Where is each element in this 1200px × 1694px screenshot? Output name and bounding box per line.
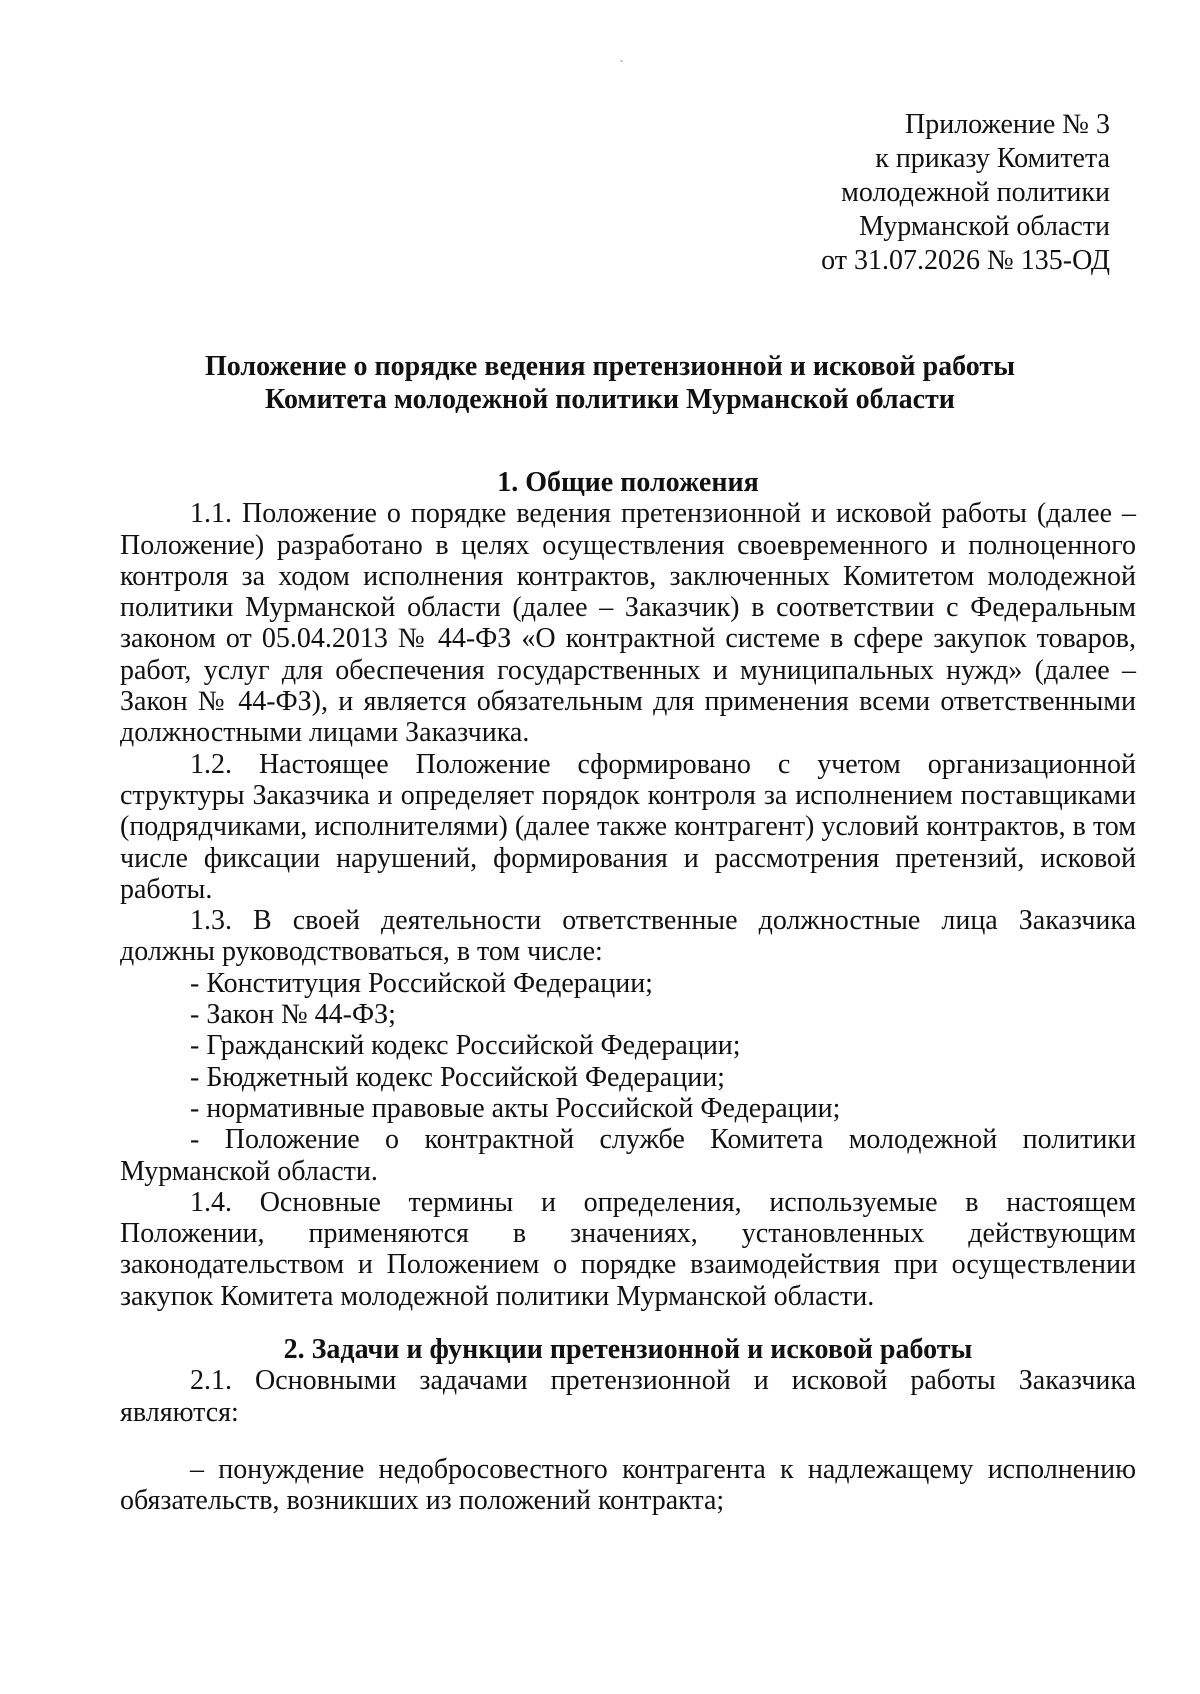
document-body [120, 467, 1136, 1517]
list-item: - Закон № 44-ФЗ; [190, 999, 396, 1031]
title-line-1: Положение о порядке ведения претензионной и исковой работы [204, 351, 1016, 382]
appendix-block [821, 108, 1110, 278]
list-item: - Гражданский кодекс Российской Федерации; [190, 1030, 741, 1062]
list-item-last: - Положение о контрактной службе Комитета молодежной политики Мурманской области. [120, 1124, 1136, 1187]
appendix-committee: молодежной политики [841, 177, 1110, 208]
appendix-region: Мурманской области [859, 211, 1110, 242]
list-item: - Бюджетный кодекс Российской Федерации; [190, 1061, 725, 1093]
paragraph-2-1: 2.1. Основными задачами претензионной и исковой работы Заказчика являются: [120, 1365, 1136, 1428]
appendix-order-ref: к приказу Комитета [875, 143, 1110, 174]
scan-speck [620, 60, 623, 62]
list-item: - нормативные правовые акты Российской Федерации; [190, 1092, 841, 1124]
paragraph-1-2: 1.2. Настоящее Положение сформировано с учетом организационной структуры Заказчика и определяет порядок контроля за исполнением поставщиками (подрядчиками, исполнителями) (далее также контрагент) условий контрактов, в том числе фиксации нарушений, формирования и рассмотрения претензий, исковой работы. [120, 748, 1136, 905]
list-item: - Конституция Российской Федерации; [190, 967, 653, 999]
section-1-heading: 1. Общие положения [497, 467, 759, 498]
paragraph-1-3: 1.3. В своей деятельности ответственные должностные лица Заказчика должны руководствоваться, в том числе: [120, 905, 1136, 968]
appendix-date-number: от 31.07.2026 № 135-ОД [821, 245, 1110, 276]
paragraph-1-4: 1.4. Основные термины и определения, используемые в настоящем Положении, применяются в значениях, установленных действующим законодательством и Положением о порядке взаимодействия при осуществлении закупок Комитета молодежной политики Мурманской области. [120, 1186, 1136, 1312]
document-title [120, 350, 1100, 416]
bullet-item: – понуждение недобросовестного контрагента к надлежащему исполнению обязательств, возникших из положений контракта; [120, 1453, 1136, 1517]
appendix-number: Приложение № 3 [905, 109, 1110, 140]
section-2-heading: 2. Задачи и функции претензионной и исковой работы [283, 1334, 973, 1366]
title-line-2: Комитета молодежной политики Мурманской области [265, 384, 955, 415]
paragraph-1-1: 1.1. Положение о порядке ведения претензионной и исковой работы (далее – Положение) разработано в целях осуществления своевременного и полноценного контроля за ходом исполнения контрактов, заключенных Комитетом молодежной политики Мурманской области (далее – Заказчик) в соответствии с Федеральным законом от 05.04.2013 № 44-ФЗ «О контрактной системе в сфере закупок товаров, работ, услуг для обеспечения государственных и муниципальных нужд» (далее – Закон № 44-ФЗ), и является обязательным для применения всеми ответственными должностными лицами Заказчика. [120, 498, 1136, 749]
